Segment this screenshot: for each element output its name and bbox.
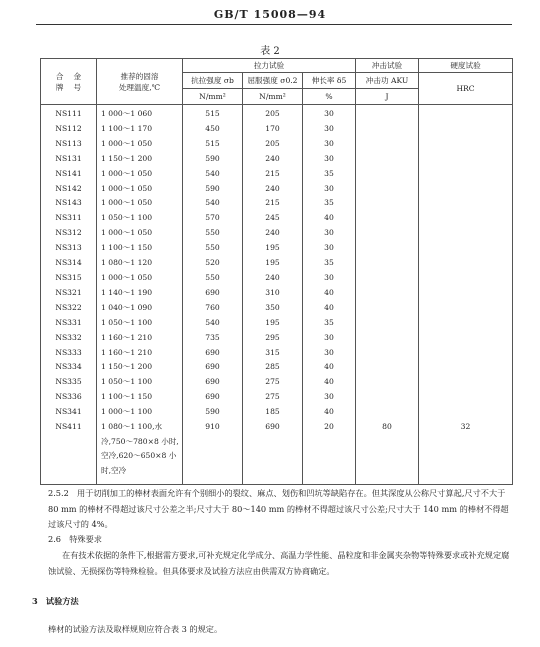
cell-grade: NS131 [41, 152, 97, 167]
cell-impact [356, 105, 419, 122]
cell-yield: 295 [243, 331, 303, 346]
cell-tensile: 550 [183, 271, 243, 286]
cell-impact [356, 241, 419, 256]
clause-2-6-body: 在有技术依据的条件下,根据需方要求,可补充规定化学成分、高温力学性能、晶粒度和非金属夹杂物等特殊要求或补充规定腐蚀试验、无损探伤等特殊检验。但具体要求及试验方法应由供需双方协商确定。 [48, 550, 510, 576]
cell-hardness [419, 375, 513, 390]
cell-hardness [419, 241, 513, 256]
table-caption: 表 2 [260, 46, 280, 57]
cell-tensile: 520 [183, 256, 243, 271]
clause-3-body: 棒材的试验方法及取样规则应符合表 3 的规定。 [48, 624, 223, 634]
cell-temp: 1 100～1 150 [97, 390, 183, 405]
cell-grade: NS411 [41, 420, 97, 485]
cell-impact [356, 301, 419, 316]
cell-impact [356, 182, 419, 197]
cell-hardness [419, 226, 513, 241]
cell-tensile: 735 [183, 331, 243, 346]
cell-elongation: 30 [303, 346, 356, 361]
cell-impact [356, 196, 419, 211]
cell-elongation: 30 [303, 105, 356, 122]
cell-yield: 205 [243, 105, 303, 122]
col-header-impact-energy: 冲击功 AKU [356, 73, 419, 89]
cell-impact [356, 152, 419, 167]
cell-hardness [419, 256, 513, 271]
cell-impact [356, 137, 419, 152]
table-row [41, 346, 513, 361]
cell-hardness [419, 286, 513, 301]
cell-elongation: 40 [303, 405, 356, 420]
cell-temp: 1 000～1 100 [97, 405, 183, 420]
table-row [41, 241, 513, 256]
cell-grade: NS311 [41, 211, 97, 226]
heading-2-6: 2.6 特殊要求 [48, 534, 102, 544]
cell-hardness [419, 137, 513, 152]
property-table [40, 58, 513, 485]
cell-hardness: 32 [419, 420, 513, 485]
cell-elongation: 30 [303, 182, 356, 197]
cell-hardness [419, 405, 513, 420]
cell-yield: 310 [243, 286, 303, 301]
cell-yield: 195 [243, 256, 303, 271]
cell-tensile: 570 [183, 211, 243, 226]
cell-yield: 240 [243, 226, 303, 241]
cell-elongation: 30 [303, 271, 356, 286]
cell-tensile: 690 [183, 360, 243, 375]
cell-hardness [419, 331, 513, 346]
table-row [41, 301, 513, 316]
cell-temp: 1 000～1 050 [97, 196, 183, 211]
table-row [41, 420, 513, 485]
cell-tensile: 540 [183, 316, 243, 331]
col-header-tensile-strength: 抗拉强度 σb [183, 73, 243, 89]
cell-yield: 195 [243, 241, 303, 256]
cell-impact [356, 256, 419, 271]
table-row [41, 375, 513, 390]
cell-grade: NS336 [41, 390, 97, 405]
cell-temp: 1 140～1 190 [97, 286, 183, 301]
col-header-hardness-unit: HRC [419, 73, 513, 105]
cell-yield: 215 [243, 167, 303, 182]
cell-elongation: 35 [303, 167, 356, 182]
cell-impact [356, 375, 419, 390]
cell-grade: NS113 [41, 137, 97, 152]
cell-tensile: 590 [183, 405, 243, 420]
cell-tensile: 590 [183, 182, 243, 197]
table-row [41, 122, 513, 137]
cell-hardness [419, 167, 513, 182]
cell-tensile: 690 [183, 286, 243, 301]
table-row [41, 271, 513, 286]
cell-grade: NS331 [41, 316, 97, 331]
cell-temp: 1 000～1 050 [97, 271, 183, 286]
cell-temp: 1 150～1 200 [97, 152, 183, 167]
cell-elongation: 30 [303, 122, 356, 137]
cell-elongation: 40 [303, 360, 356, 375]
cell-grade: NS112 [41, 122, 97, 137]
cell-tensile: 450 [183, 122, 243, 137]
cell-elongation: 40 [303, 211, 356, 226]
cell-hardness [419, 390, 513, 405]
cell-grade: NS335 [41, 375, 97, 390]
cell-grade: NS315 [41, 271, 97, 286]
cell-impact [356, 271, 419, 286]
cell-elongation: 30 [303, 390, 356, 405]
cell-temp: 1 050～1 100 [97, 211, 183, 226]
cell-temp: 1 100～1 150 [97, 241, 183, 256]
cell-grade: NS332 [41, 331, 97, 346]
table-row [41, 405, 513, 420]
table-row [41, 105, 513, 122]
cell-impact [356, 360, 419, 375]
header-rule [36, 24, 512, 25]
cell-impact [356, 346, 419, 361]
cell-grade: NS322 [41, 301, 97, 316]
cell-grade: NS341 [41, 405, 97, 420]
cell-impact [356, 286, 419, 301]
cell-temp: 1 040～1 090 [97, 301, 183, 316]
cell-elongation: 30 [303, 137, 356, 152]
cell-hardness [419, 152, 513, 167]
cell-temp: 1 160～1 210 [97, 331, 183, 346]
cell-grade: NS314 [41, 256, 97, 271]
cell-grade: NS142 [41, 182, 97, 197]
cell-tensile: 540 [183, 196, 243, 211]
table-row [41, 286, 513, 301]
cell-yield: 285 [243, 360, 303, 375]
cell-tensile: 515 [183, 105, 243, 122]
cell-yield: 245 [243, 211, 303, 226]
cell-impact [356, 316, 419, 331]
cell-temp: 1 000～1 050 [97, 226, 183, 241]
cell-temp: 1 000～1 060 [97, 105, 183, 122]
cell-hardness [419, 301, 513, 316]
col-group-tensile: 拉力试验 [183, 59, 356, 73]
cell-yield: 315 [243, 346, 303, 361]
cell-grade: NS313 [41, 241, 97, 256]
cell-impact [356, 331, 419, 346]
table-row [41, 196, 513, 211]
cell-elongation: 35 [303, 196, 356, 211]
table-row [41, 211, 513, 226]
cell-elongation: 40 [303, 375, 356, 390]
cell-temp: 1 080～1 120 [97, 256, 183, 271]
cell-elongation: 30 [303, 241, 356, 256]
cell-hardness [419, 360, 513, 375]
cell-yield: 205 [243, 137, 303, 152]
cell-tensile: 540 [183, 167, 243, 182]
cell-tensile: 910 [183, 420, 243, 485]
cell-hardness [419, 346, 513, 361]
table-row [41, 331, 513, 346]
cell-hardness [419, 182, 513, 197]
cell-elongation: 35 [303, 256, 356, 271]
cell-grade: NS334 [41, 360, 97, 375]
cell-impact [356, 122, 419, 137]
cell-grade: NS111 [41, 105, 97, 122]
col-header-elongation: 伸长率 δ5 [303, 73, 356, 89]
unit-tensile: N/mm² [183, 89, 243, 105]
cell-temp: 1 000～1 050 [97, 167, 183, 182]
unit-yield: N/mm² [243, 89, 303, 105]
unit-elongation: % [303, 89, 356, 105]
col-header-temp: 推荐的固溶 处理温度,℃ [97, 59, 183, 105]
cell-yield: 215 [243, 196, 303, 211]
table-row [41, 182, 513, 197]
cell-yield: 350 [243, 301, 303, 316]
table-row [41, 390, 513, 405]
table-row [41, 360, 513, 375]
table-row [41, 152, 513, 167]
cell-tensile: 590 [183, 152, 243, 167]
cell-tensile: 690 [183, 390, 243, 405]
cell-yield: 240 [243, 271, 303, 286]
cell-yield: 195 [243, 316, 303, 331]
table-row [41, 256, 513, 271]
cell-elongation: 30 [303, 226, 356, 241]
cell-grade: NS321 [41, 286, 97, 301]
col-header-yield-strength: 屈服强度 σ0.2 [243, 73, 303, 89]
clause-2-5-2: 2.5.2 用于切削加工的棒材表面允许有个别细小的裂纹、麻点、划伤和凹坑等缺陷存在。但其深度从公称尺寸算起,尺寸不大于 80 mm 的棒材不得超过该尺寸公差之半;尺寸大于 80～140 mm 的棒材不得超过该尺寸公差;尺寸大于 140 mm 的棒材不得超过该尺寸的 4%。 [48, 488, 509, 529]
standard-number: GB/T 15008—94 [213, 8, 327, 21]
cell-temp: 1 050～1 100 [97, 316, 183, 331]
cell-yield: 275 [243, 390, 303, 405]
cell-yield: 240 [243, 182, 303, 197]
cell-hardness [419, 316, 513, 331]
cell-temp: 1 000～1 050 [97, 137, 183, 152]
cell-grade: NS333 [41, 346, 97, 361]
cell-yield: 275 [243, 375, 303, 390]
cell-hardness [419, 211, 513, 226]
cell-elongation: 30 [303, 331, 356, 346]
cell-impact [356, 390, 419, 405]
cell-tensile: 690 [183, 375, 243, 390]
cell-temp: 1 050～1 100 [97, 375, 183, 390]
cell-hardness [419, 122, 513, 137]
cell-tensile: 760 [183, 301, 243, 316]
cell-temp: 1 100～1 170 [97, 122, 183, 137]
cell-impact [356, 211, 419, 226]
cell-impact: 80 [356, 420, 419, 485]
cell-grade: NS312 [41, 226, 97, 241]
cell-impact [356, 226, 419, 241]
cell-elongation: 40 [303, 301, 356, 316]
cell-elongation: 35 [303, 316, 356, 331]
cell-tensile: 550 [183, 226, 243, 241]
cell-temp: 1 080～1 100,水冷,750～780×8 小时,空冷,620～650×8 小时,空冷 [97, 420, 183, 485]
cell-grade: NS143 [41, 196, 97, 211]
cell-temp: 1 000～1 050 [97, 182, 183, 197]
cell-impact [356, 167, 419, 182]
cell-yield: 240 [243, 152, 303, 167]
table-row [41, 167, 513, 182]
heading-3: 3 试验方法 [32, 596, 79, 606]
table-row [41, 316, 513, 331]
cell-hardness [419, 271, 513, 286]
cell-elongation: 40 [303, 286, 356, 301]
cell-tensile: 515 [183, 137, 243, 152]
cell-temp: 1 150～1 200 [97, 360, 183, 375]
table-row [41, 226, 513, 241]
col-group-hardness: 硬度试验 [419, 59, 513, 73]
cell-yield: 170 [243, 122, 303, 137]
cell-grade: NS141 [41, 167, 97, 182]
cell-tensile: 550 [183, 241, 243, 256]
cell-elongation: 20 [303, 420, 356, 485]
cell-hardness [419, 105, 513, 122]
cell-hardness [419, 196, 513, 211]
cell-tensile: 690 [183, 346, 243, 361]
table-row [41, 137, 513, 152]
cell-yield: 185 [243, 405, 303, 420]
unit-impact: J [356, 89, 419, 105]
col-group-impact: 冲击试验 [356, 59, 419, 73]
cell-temp: 1 160～1 210 [97, 346, 183, 361]
cell-impact [356, 405, 419, 420]
cell-elongation: 30 [303, 152, 356, 167]
cell-yield: 690 [243, 420, 303, 485]
col-header-grade: 合 金 牌 号 [41, 59, 97, 105]
